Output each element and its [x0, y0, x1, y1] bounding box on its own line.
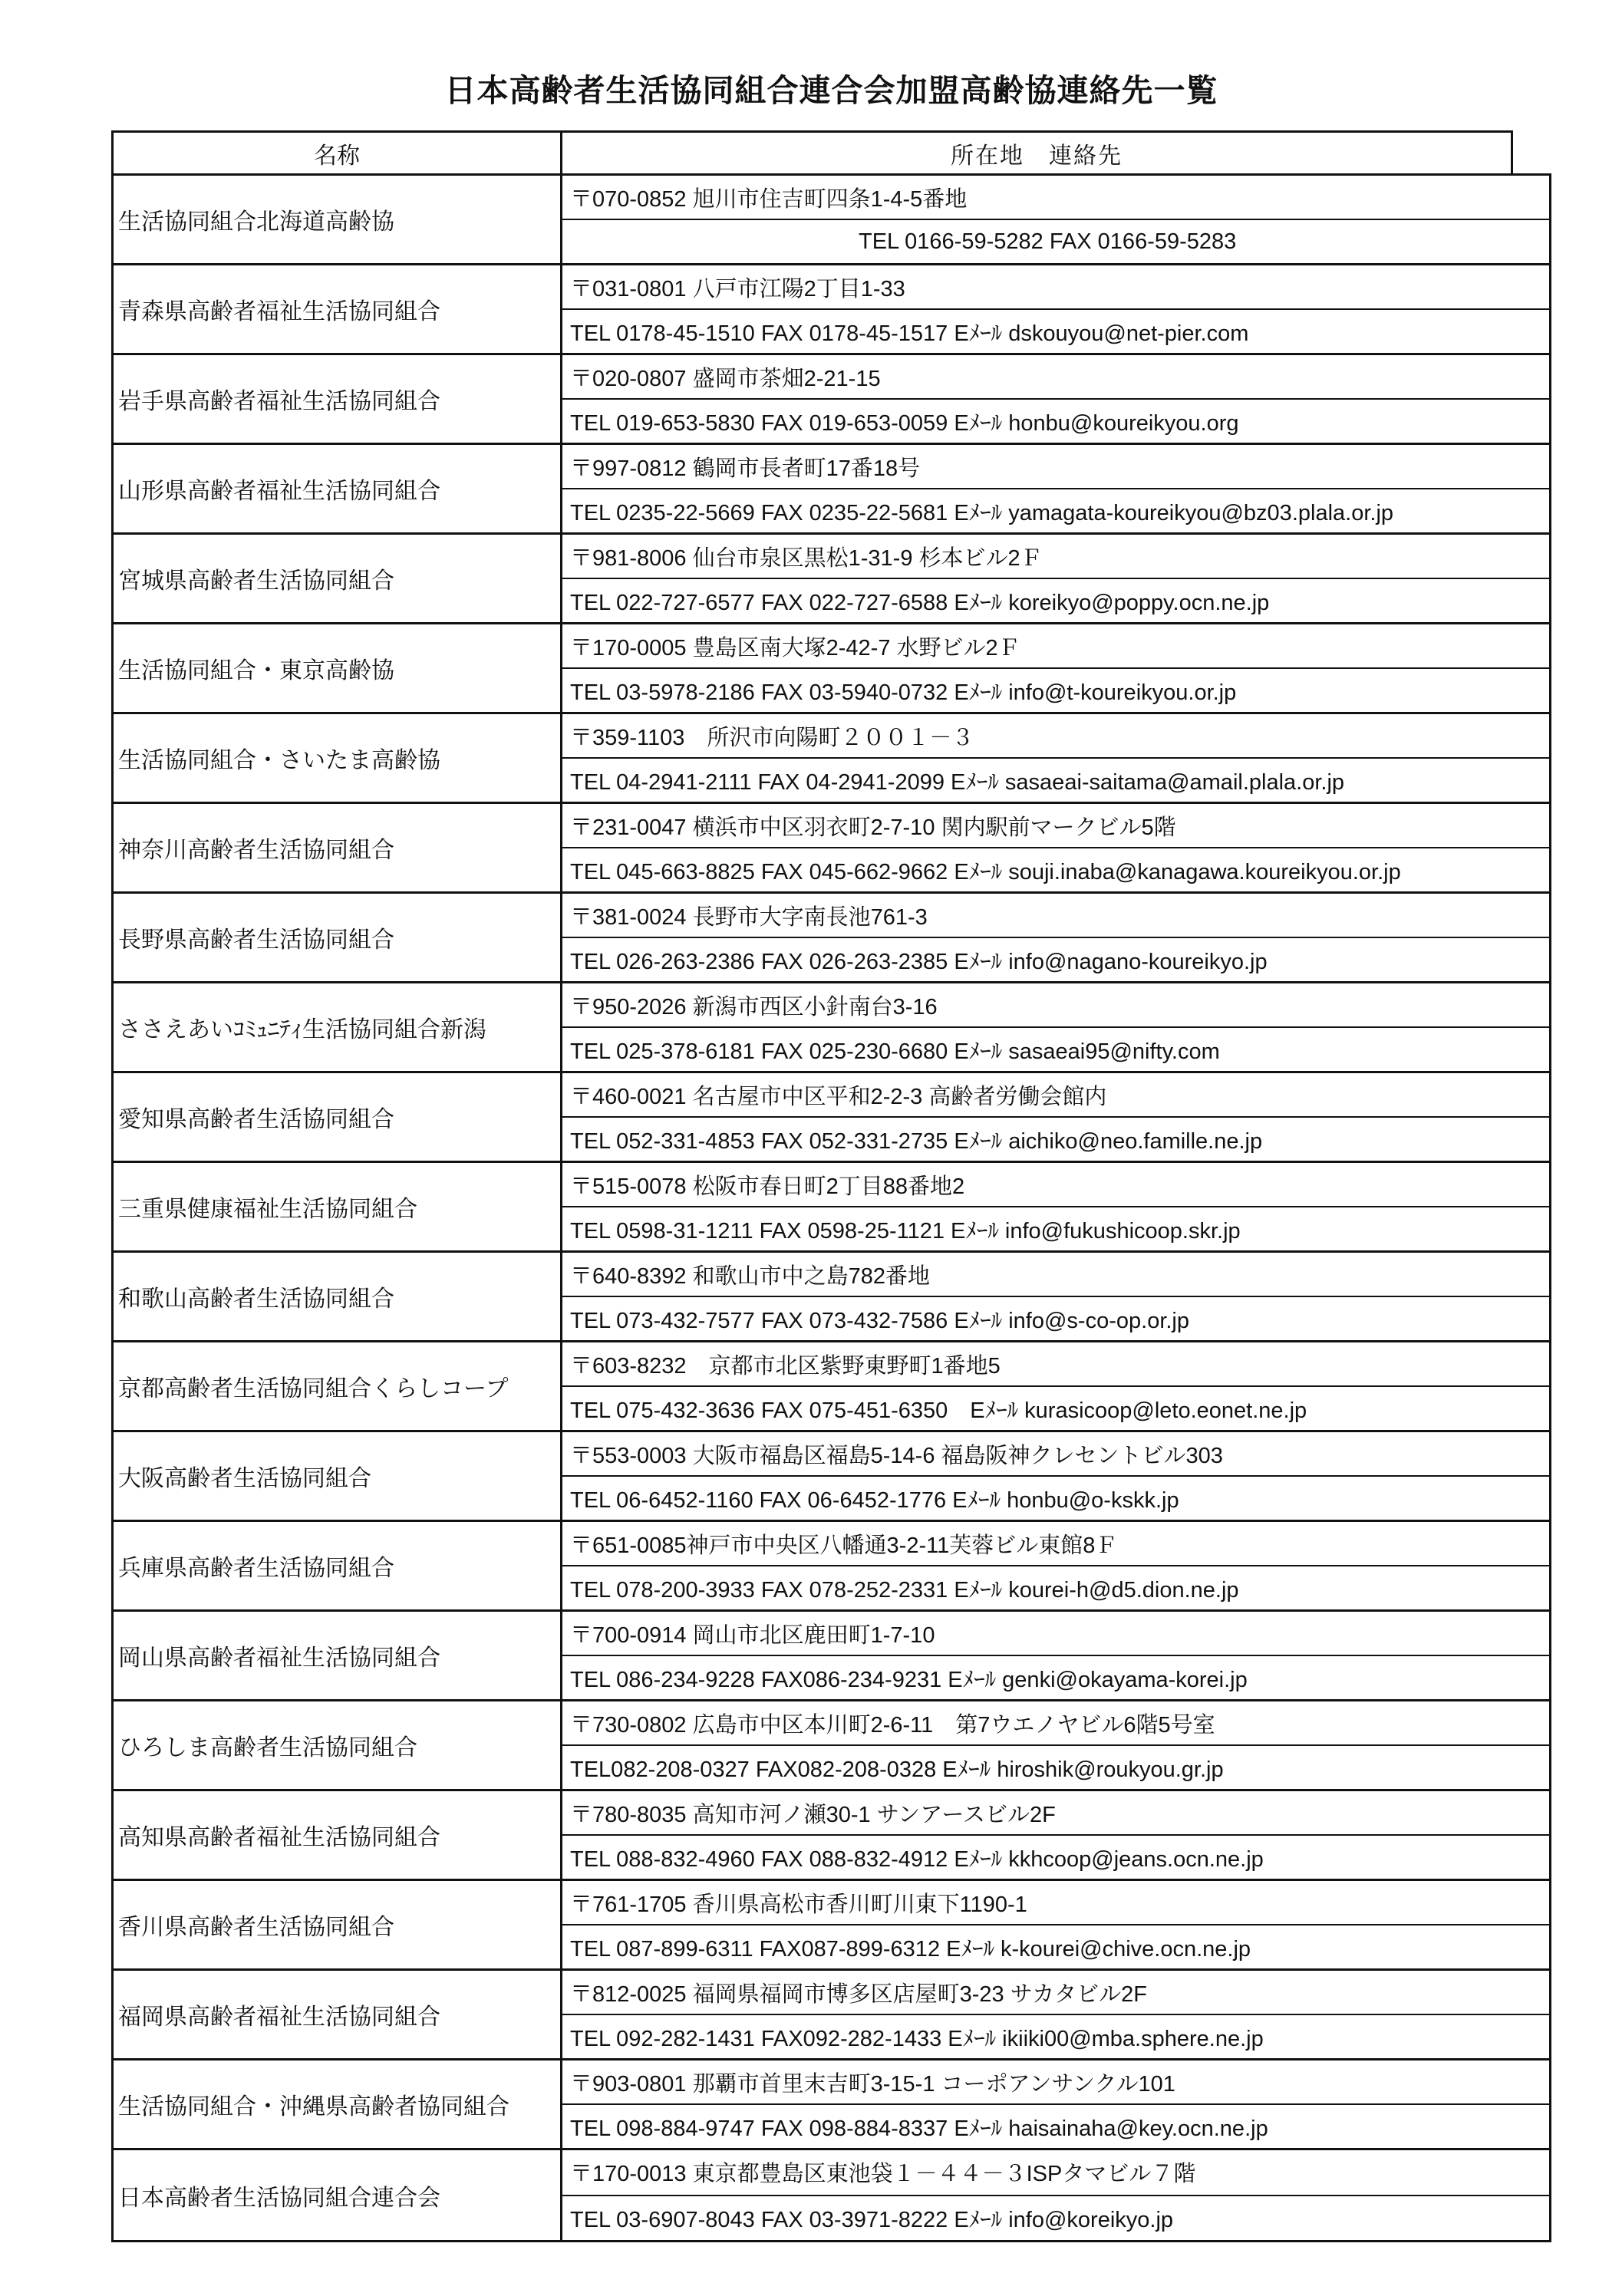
table-row: [114, 624, 1549, 714]
org-address: 〒170-0005 豊島区南大塚2-42-7 水野ビル2Ｆ: [562, 624, 1549, 669]
org-name: 和歌山高齢者生活協同組合: [114, 1253, 562, 1340]
org-name: 京都高齢者生活協同組合くらしコープ: [114, 1342, 562, 1430]
org-address: 〒950-2026 新潟市西区小針南台3-16: [562, 983, 1549, 1028]
org-name: 香川県高齢者生活協同組合: [114, 1881, 562, 1968]
org-address: 〒981-8006 仙台市泉区黒松1-31-9 杉本ビル2Ｆ: [562, 535, 1549, 579]
org-name: 青森県高齢者福祉生活協同組合: [114, 265, 562, 353]
org-name: 高知県高齢者福祉生活協同組合: [114, 1791, 562, 1879]
org-address: 〒231-0047 横浜市中区羽衣町2-7-10 関内駅前マークビル5階: [562, 804, 1549, 848]
org-address: 〒640-8392 和歌山市中之島782番地: [562, 1253, 1549, 1297]
org-contact: TEL 078-200-3933 FAX 078-252-2331 Eﾒｰﾙ kourei-h@d5.dion.ne.jp: [570, 1577, 1239, 1603]
header-name: 名称: [114, 133, 562, 173]
table-row: [114, 265, 1549, 355]
org-name: 宮城県高齢者生活協同組合: [114, 535, 562, 622]
org-contact: TEL 019-653-5830 FAX 019-653-0059 Eﾒｰﾙ honbu@koureikyou.org: [570, 410, 1239, 436]
org-info: [562, 1432, 1549, 1520]
org-contact: TEL 03-5978-2186 FAX 03-5940-0732 Eﾒｰﾙ info@t-koureikyou.or.jp: [570, 680, 1237, 705]
org-info: [562, 1342, 1549, 1430]
table-body: [111, 173, 1551, 2242]
table-row: [114, 1432, 1549, 1522]
org-address: 〒170-0013 東京都豊島区東池袋１－４４－３ISPタマビル７階: [562, 2150, 1549, 2196]
org-contact: TEL 0178-45-1510 FAX 0178-45-1517 Eﾒｰﾙ dskouyou@net-pier.com: [570, 321, 1249, 346]
org-info: [562, 1612, 1549, 1699]
org-name: 愛知県高齢者生活協同組合: [114, 1073, 562, 1161]
table-row: [114, 1073, 1549, 1163]
org-address: 〒997-0812 鶴岡市長者町17番18号: [562, 445, 1549, 489]
org-contact: TEL 0166-59-5282 FAX 0166-59-5283: [859, 229, 1237, 254]
org-info: [562, 1881, 1549, 1968]
org-address: 〒730-0802 広島市中区本川町2-6-11 第7ウエノヤビル6階5号室: [562, 1701, 1549, 1746]
org-info: [562, 1701, 1549, 1789]
table-row: [114, 1253, 1549, 1342]
org-contact: TEL 045-663-8825 FAX 045-662-9662 Eﾒｰﾙ souji.inaba@kanagawa.koureikyou.or.jp: [570, 859, 1401, 884]
table-row: [114, 355, 1549, 445]
org-info: [562, 983, 1549, 1071]
org-name: 日本高齢者生活協同組合連合会: [114, 2150, 562, 2240]
org-contact: TEL 092-282-1431 FAX092-282-1433 Eﾒｰﾙ ikiiki00@mba.sphere.ne.jp: [570, 2026, 1264, 2051]
table-row: [114, 176, 1549, 265]
org-info: [562, 1791, 1549, 1879]
org-name: 三重県健康福祉生活協同組合: [114, 1163, 562, 1250]
org-name: 神奈川高齢者生活協同組合: [114, 804, 562, 891]
table-row: [114, 2150, 1549, 2240]
org-info: [562, 445, 1549, 532]
org-contact: TEL082-208-0327 FAX082-208-0328 Eﾒｰﾙ hiroshik@roukyou.gr.jp: [570, 1757, 1224, 1782]
org-contact: TEL 073-432-7577 FAX 073-432-7586 Eﾒｰﾙ info@s-co-op.or.jp: [570, 1308, 1190, 1333]
table-row: [114, 445, 1549, 535]
org-info: [562, 355, 1549, 443]
org-contact: TEL 086-234-9228 FAX086-234-9231 Eﾒｰﾙ genki@okayama-korei.jp: [570, 1667, 1248, 1692]
table-row: [114, 1612, 1549, 1701]
org-address: 〒020-0807 盛岡市茶畑2-21-15: [562, 355, 1549, 400]
org-contact: TEL 022-727-6577 FAX 022-727-6588 Eﾒｰﾙ koreikyo@poppy.ocn.ne.jp: [570, 590, 1270, 615]
org-address: 〒460-0021 名古屋市中区平和2-2-3 高齢者労働会館内: [562, 1073, 1549, 1118]
org-address: 〒031-0801 八戸市江陽2丁目1-33: [562, 265, 1549, 310]
table-row: [114, 1881, 1549, 1971]
table-row: [114, 535, 1549, 624]
org-contact: TEL 04-2941-2111 FAX 04-2941-2099 Eﾒｰﾙ sasaeai-saitama@amail.plala.or.jp: [570, 769, 1345, 795]
org-address: 〒515-0078 松阪市春日町2丁目88番地2: [562, 1163, 1549, 1207]
org-name: ささえあいｺﾐｭﾆﾃｨ生活協同組合新潟: [114, 983, 562, 1071]
org-address: 〒761-1705 香川県高松市香川町川東下1190-1: [562, 1881, 1549, 1925]
org-name: 生活協同組合・東京高齢協: [114, 624, 562, 712]
org-name: 岩手県高齢者福祉生活協同組合: [114, 355, 562, 443]
table-row: [114, 1701, 1549, 1791]
table-row: [114, 983, 1549, 1073]
org-address: 〒381-0024 長野市大字南長池761-3: [562, 894, 1549, 938]
org-address: 〒780-8035 高知市河ノ瀬30-1 サンアースビル2F: [562, 1791, 1549, 1836]
org-info: [562, 1522, 1549, 1609]
org-contact: TEL 026-263-2386 FAX 026-263-2385 Eﾒｰﾙ info@nagano-koureikyo.jp: [570, 949, 1268, 974]
org-contact: TEL 088-832-4960 FAX 088-832-4912 Eﾒｰﾙ kkhcoop@jeans.ocn.ne.jp: [570, 1846, 1264, 1872]
org-contact: TEL 098-884-9747 FAX 098-884-8337 Eﾒｰﾙ haisainaha@key.ocn.ne.jp: [570, 2116, 1268, 2141]
org-contact: TEL 03-6907-8043 FAX 03-3971-8222 Eﾒｰﾙ info@koreikyo.jp: [570, 2207, 1174, 2232]
org-contact: TEL 025-378-6181 FAX 025-230-6680 Eﾒｰﾙ sasaeai95@nifty.com: [570, 1039, 1220, 1064]
org-name: 生活協同組合・さいたま高齢協: [114, 714, 562, 802]
org-address: 〒903-0801 那覇市首里末吉町3-15-1 コーポアンサンクル101: [562, 2060, 1549, 2105]
table-row: [114, 1342, 1549, 1432]
org-address: 〒553-0003 大阪市福島区福島5-14-6 福島阪神クレセントビル303: [562, 1432, 1549, 1477]
org-address: 〒700-0914 岡山市北区鹿田町1-7-10: [562, 1612, 1549, 1656]
org-name: 兵庫県高齢者生活協同組合: [114, 1522, 562, 1609]
table-row: [114, 1163, 1549, 1253]
header-contact: 所在地 連絡先: [951, 143, 1123, 169]
org-name: 長野県高齢者生活協同組合: [114, 894, 562, 981]
org-name: 生活協同組合・沖縄県高齢者協同組合: [114, 2060, 562, 2148]
org-address: 〒070-0852 旭川市住吉町四条1-4-5番地: [562, 176, 1549, 220]
page-title: 日本高齢者生活協同組合連合会加盟高齢協連絡先一覧: [444, 72, 1218, 109]
org-contact: TEL 0235-22-5669 FAX 0235-22-5681 Eﾒｰﾙ yamagata-koureikyou@bz03.plala.or.jp: [570, 500, 1394, 525]
org-contact: TEL 052-331-4853 FAX 052-331-2735 Eﾒｰﾙ aichiko@neo.famille.ne.jp: [570, 1128, 1263, 1154]
table-row: [114, 1522, 1549, 1612]
org-info: [562, 176, 1549, 263]
org-info: [562, 1073, 1549, 1161]
org-info: [562, 1163, 1549, 1250]
org-info: [562, 894, 1549, 981]
org-contact: TEL 0598-31-1211 FAX 0598-25-1121 Eﾒｰﾙ info@fukushicoop.skr.jp: [570, 1218, 1241, 1244]
table-row: [114, 1971, 1549, 2060]
org-contact: TEL 06-6452-1160 FAX 06-6452-1776 Eﾒｰﾙ honbu@o-kskk.jp: [570, 1487, 1179, 1513]
org-name: 山形県高齢者福祉生活協同組合: [114, 445, 562, 532]
org-name: ひろしま高齢者生活協同組合: [114, 1701, 562, 1789]
org-name: 大阪高齢者生活協同組合: [114, 1432, 562, 1520]
org-address: 〒359-1103 所沢市向陽町２００１－３: [562, 714, 1549, 759]
org-info: [562, 2150, 1549, 2240]
org-name: 生活協同組合北海道高齢協: [114, 176, 562, 263]
org-info: [562, 1971, 1549, 2058]
table-row: [114, 714, 1549, 804]
org-info: [562, 1253, 1549, 1340]
org-info: [562, 2060, 1549, 2148]
table-row: [114, 1791, 1549, 1881]
org-name: 岡山県高齢者福祉生活協同組合: [114, 1612, 562, 1699]
org-contact: TEL 087-899-6311 FAX087-899-6312 Eﾒｰﾙ k-kourei@chive.ocn.ne.jp: [570, 1936, 1251, 1962]
table-row: [114, 2060, 1549, 2150]
org-info: [562, 624, 1549, 712]
org-name: 福岡県高齢者福祉生活協同組合: [114, 1971, 562, 2058]
table-row: [114, 894, 1549, 983]
org-info: [562, 714, 1549, 802]
org-info: [562, 804, 1549, 891]
table-row: [114, 804, 1549, 894]
org-info: [562, 535, 1549, 622]
org-info: [562, 265, 1549, 353]
org-contact: TEL 075-432-3636 FAX 075-451-6350 Eﾒｰﾙ kurasicoop@leto.eonet.ne.jp: [570, 1398, 1307, 1423]
contact-table: [111, 130, 1551, 2242]
org-address: 〒603-8232 京都市北区紫野東野町1番地5: [562, 1342, 1549, 1387]
org-address: 〒812-0025 福岡県福岡市博多区店屋町3-23 サカタビル2F: [562, 1971, 1549, 2015]
table-header: [111, 130, 1513, 173]
org-address: 〒651-0085神戸市中央区八幡通3-2-11芙蓉ビル東館8Ｆ: [562, 1522, 1549, 1566]
